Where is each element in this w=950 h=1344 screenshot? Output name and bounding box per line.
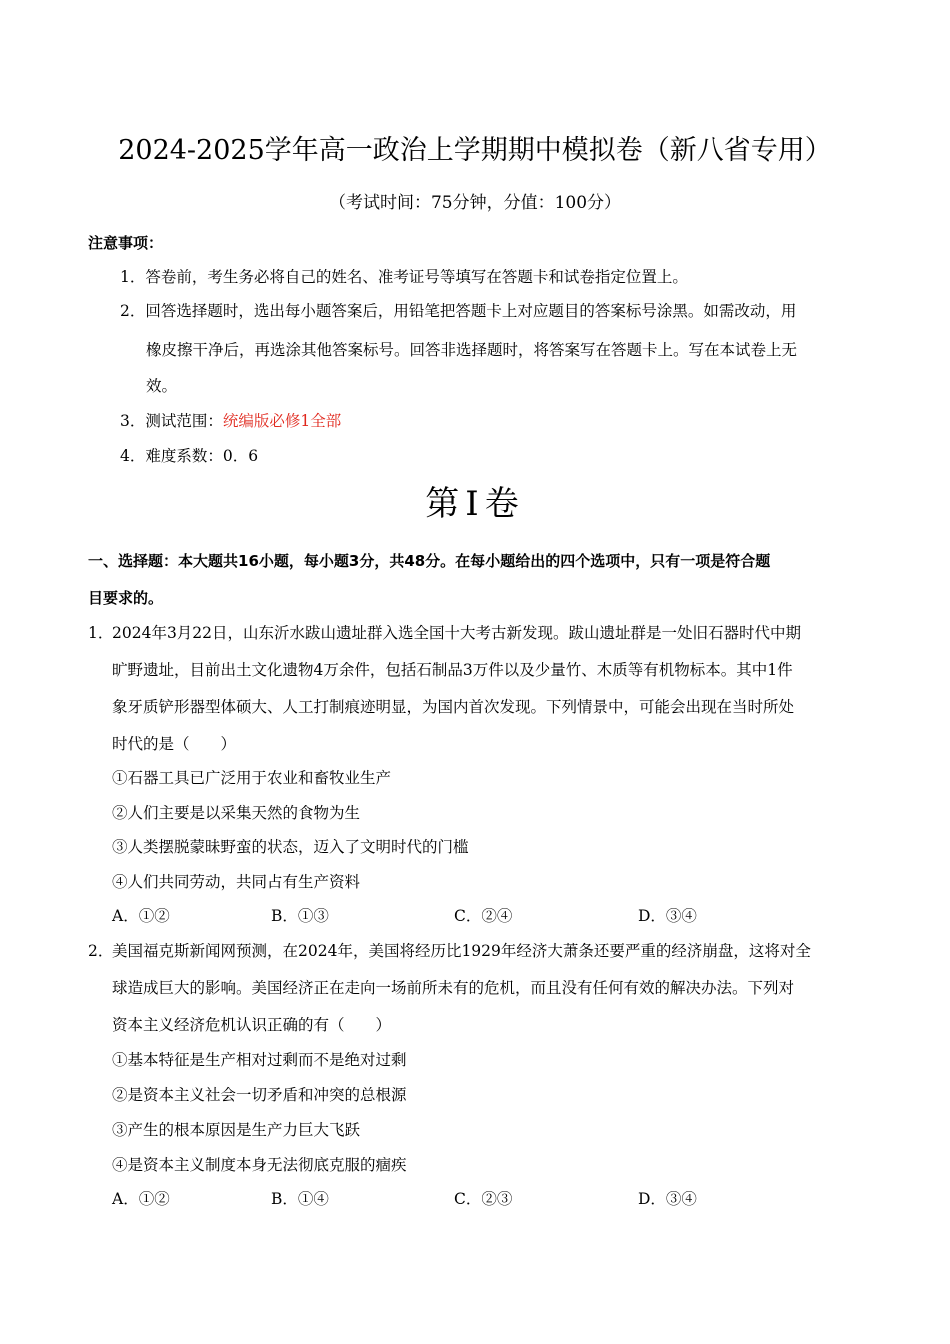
question-2-number: 2． [88,942,114,960]
question-1-statement-1: ①石器工具已广泛用于农业和畜牧业生产 [112,769,392,787]
question-1-stem-line-2: 旷野遗址，目前出土文化遗物4万余件，包括石制品3万件以及少量竹、木质等有机物标本。其中1件 [112,661,793,679]
notice-heading: 注意事项： [88,234,164,252]
notice-item-4: 4．难度系数：0．6 [120,447,259,465]
question-1-statement-4: ④人们共同劳动，共同占有生产资料 [112,873,361,891]
notice-item-1: 1．答卷前，考生务必将自己的姓名、准考证号等填写在答题卡和试卷指定位置上。 [120,268,688,286]
question-1-option-d[interactable]: D．③④ [638,907,697,925]
question-1-stem-line-4: 时代的是（ ） [112,735,237,753]
section-heading: 第Ⅰ卷 [425,484,525,524]
question-2-stem-line-1: 美国福克斯新闻网预测，在2024年，美国将经历比1929年经济大萧条还要严重的经济崩盘，这将对全 [112,942,811,960]
question-1-option-b[interactable]: B．①③ [271,907,329,925]
section-instructions-line-1: 一、选择题：本大题共16小题，每小题3分，共48分。在每小题给出的四个选项中，只有一项是符合题 [88,552,771,570]
notice-item-3 [120,408,341,434]
section-instructions-line-2: 目要求的。 [88,589,164,607]
question-2-statement-4: ④是资本主义制度本身无法彻底克服的痼疾 [112,1156,407,1174]
notice-item-2-line-1: 2．回答选择题时，选出每小题答案后，用铅笔把答题卡上对应题目的答案标号涂黑。如需改动，用 [120,302,797,320]
question-1-option-a[interactable]: A．①② [112,907,170,925]
exam-title: 2024-2025学年高一政治上学期期中模拟卷（新八省专用） [118,135,832,166]
question-1-stem-line-3: 象牙质铲形器型体硕大、人工打制痕迹明显，为国内首次发现。下列情景中，可能会出现在当时所处 [112,698,795,716]
question-2-statement-3: ③产生的根本原因是生产力巨大飞跃 [112,1121,361,1139]
question-2-option-c[interactable]: C．②③ [454,1190,513,1208]
question-2-statement-2: ②是资本主义社会一切矛盾和冲突的总根源 [112,1086,407,1104]
question-2-stem-line-3: 资本主义经济危机认识正确的有（ ） [112,1016,392,1034]
question-1-stem-line-1: 2024年3月22日，山东沂水跋山遗址群入选全国十大考古新发现。跋山遗址群是一处旧石器时代中期 [112,624,802,642]
notice-item-2-line-3: 效。 [146,377,178,395]
question-2-option-a[interactable]: A．①② [112,1190,170,1208]
exam-subtitle: （考试时间：75分钟，分值：100分） [328,193,622,213]
question-2-statement-1: ①基本特征是生产相对过剩而不是绝对过剩 [112,1051,407,1069]
question-1-number: 1． [88,624,114,642]
question-2-option-b[interactable]: B．①④ [271,1190,329,1208]
question-2-option-d[interactable]: D．③④ [638,1190,697,1208]
question-2-stem-line-2: 球造成巨大的影响。美国经济正在走向一场前所未有的危机，而且没有任何有效的解决办法。下列对 [112,979,795,997]
question-1-statement-3: ③人类摆脱蒙昧野蛮的状态，迈入了文明时代的门槛 [112,838,469,856]
question-1-option-c[interactable]: C．②④ [454,907,513,925]
notice-item-3-label: 3．测试范围： [120,412,223,430]
test-scope-value: 统编版必修1全部 [222,412,342,430]
notice-item-2-line-2: 橡皮擦干净后，再选涂其他答案标号。回答非选择题时，将答案写在答题卡上。写在本试卷上无 [146,341,798,359]
question-1-statement-2: ②人们主要是以采集天然的食物为生 [112,804,361,822]
